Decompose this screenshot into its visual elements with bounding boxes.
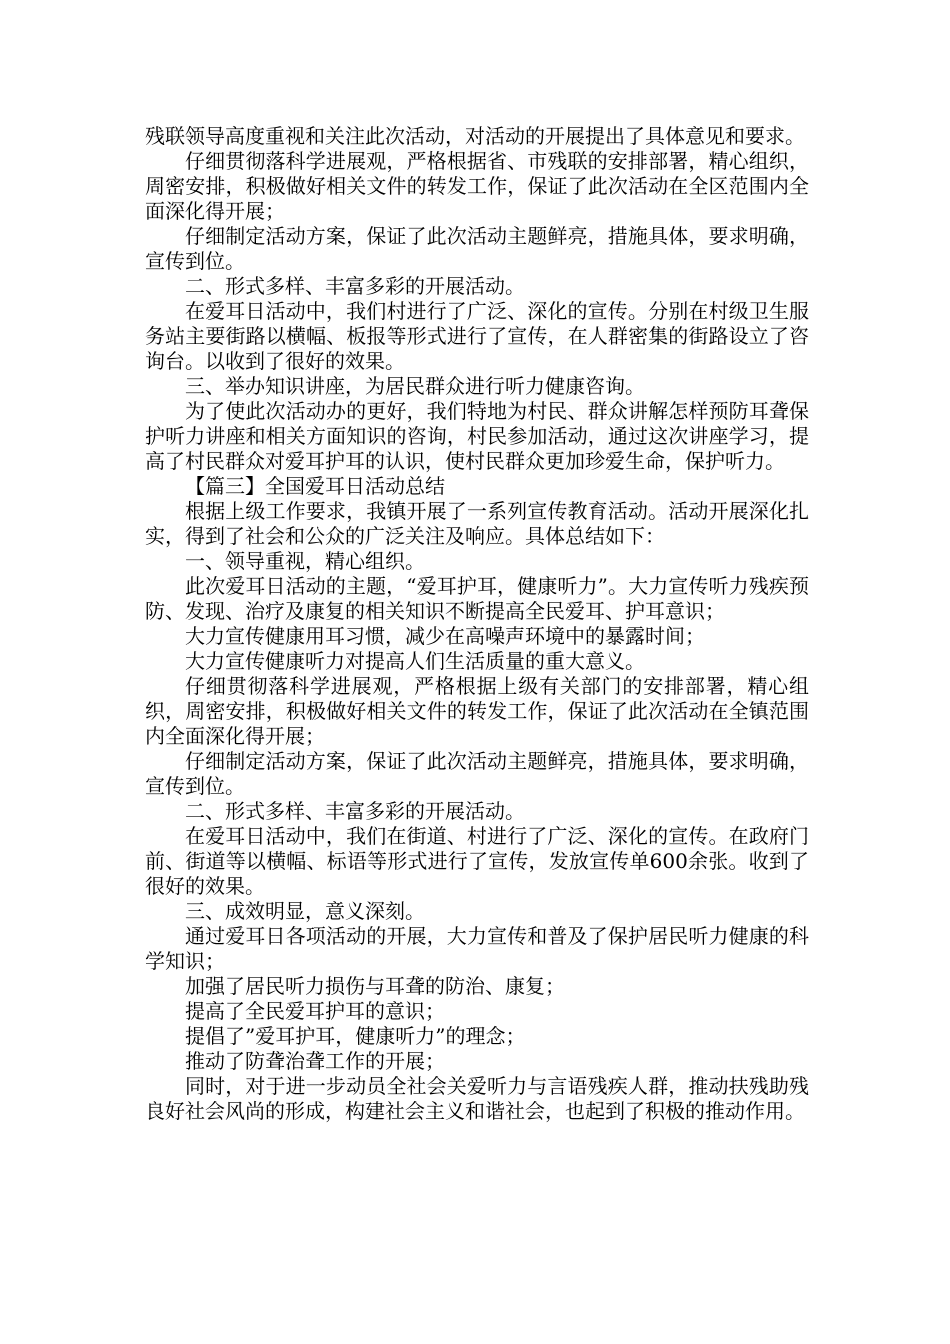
paragraph-13: 大力宣传健康听力对提高人们生活质量的重大意义。 xyxy=(185,649,645,673)
section-heading-3b: 三、成效明显，意义深刻。 xyxy=(185,899,425,923)
paragraph-19: 通过爱耳日各项活动的开展，大力宣传和普及了保护居民听力健康的科学知识； xyxy=(145,924,809,973)
paragraph-24: 同时，对于进一步动员全社会关爱听力与言语残疾人群，推动扶残助残良好社会风尚的形成，构建社会主义和谐社会，也起到了积极的推动作用。 xyxy=(145,1074,809,1123)
paragraph-1: 残联领导高度重视和关注此次活动，对活动的开展提出了具体意见和要求。 xyxy=(145,124,805,148)
paragraph-14: 仔细贯彻落科学进展观，严格根据上级有关部门的安排部署，精心组织，周密安排，积极做好相关文件的转发工作，保证了此次活动在全镇范围内全面深化得开展； xyxy=(145,674,809,748)
paragraph-12: 大力宣传健康用耳习惯，减少在高噪声环境中的暴露时间； xyxy=(185,624,705,648)
article-title-part3: 【篇三】全国爱耳日活动总结 xyxy=(185,474,445,498)
paragraph-11: 此次爱耳日活动的主题，“爱耳护耳，健康听力”。大力宣传听力残疾预防、发现、治疗及康复的相关知识不断提高全民爱耳、护耳意识； xyxy=(145,574,809,623)
paragraph-9: 根据上级工作要求，我镇开展了一系列宣传教育活动。活动开展深化扎实，得到了社会和公众的广泛关注及响应。具体总结如下： xyxy=(145,499,809,548)
paragraph-23: 推动了防聋治聋工作的开展； xyxy=(185,1049,445,1073)
section-heading-3: 三、举办知识讲座，为居民群众进行听力健康咨询。 xyxy=(185,374,645,398)
paragraph-2: 仔细贯彻落科学进展观，严格根据省、市残联的安排部署，精心组织，周密安排，积极做好相关文件的转发工作，保证了此次活动在全区范围内全面深化得开展； xyxy=(145,149,809,223)
section-heading-2: 二、形式多样、丰富多彩的开展活动。 xyxy=(185,274,525,298)
section-heading-1: 一、领导重视，精心组织。 xyxy=(185,549,425,573)
paragraph-20: 加强了居民听力损伤与耳聋的防治、康复； xyxy=(185,974,565,998)
section-heading-2b: 二、形式多样、丰富多彩的开展活动。 xyxy=(185,799,525,823)
paragraph-22: 提倡了”爱耳护耳，健康听力”的理念； xyxy=(185,1024,526,1048)
document-body xyxy=(145,124,809,1124)
paragraph-17: 在爱耳日活动中，我们在街道、村进行了广泛、深化的宣传。在政府门前、街道等以横幅、标语等形式进行了宣传，发放宣传单600余张。收到了很好的效果。 xyxy=(145,824,809,898)
paragraph-7: 为了使此次活动办的更好，我们特地为村民、群众讲解怎样预防耳聋保护听力讲座和相关方面知识的咨询，村民参加活动，通过这次讲座学习，提高了村民群众对爱耳护耳的认识，使村民群众更加珍爱生命，保护听力。 xyxy=(145,399,809,473)
paragraph-3: 仔细制定活动方案，保证了此次活动主题鲜亮，措施具体，要求明确，宣传到位。 xyxy=(145,224,809,273)
paragraph-21: 提高了全民爱耳护耳的意识； xyxy=(185,999,445,1023)
paragraph-15: 仔细制定活动方案，保证了此次活动主题鲜亮，措施具体，要求明确，宣传到位。 xyxy=(145,749,809,798)
paragraph-5: 在爱耳日活动中，我们村进行了广泛、深化的宣传。分别在村级卫生服务站主要街路以横幅、板报等形式进行了宣传，在人群密集的街路设立了咨询台。以收到了很好的效果。 xyxy=(145,299,809,373)
